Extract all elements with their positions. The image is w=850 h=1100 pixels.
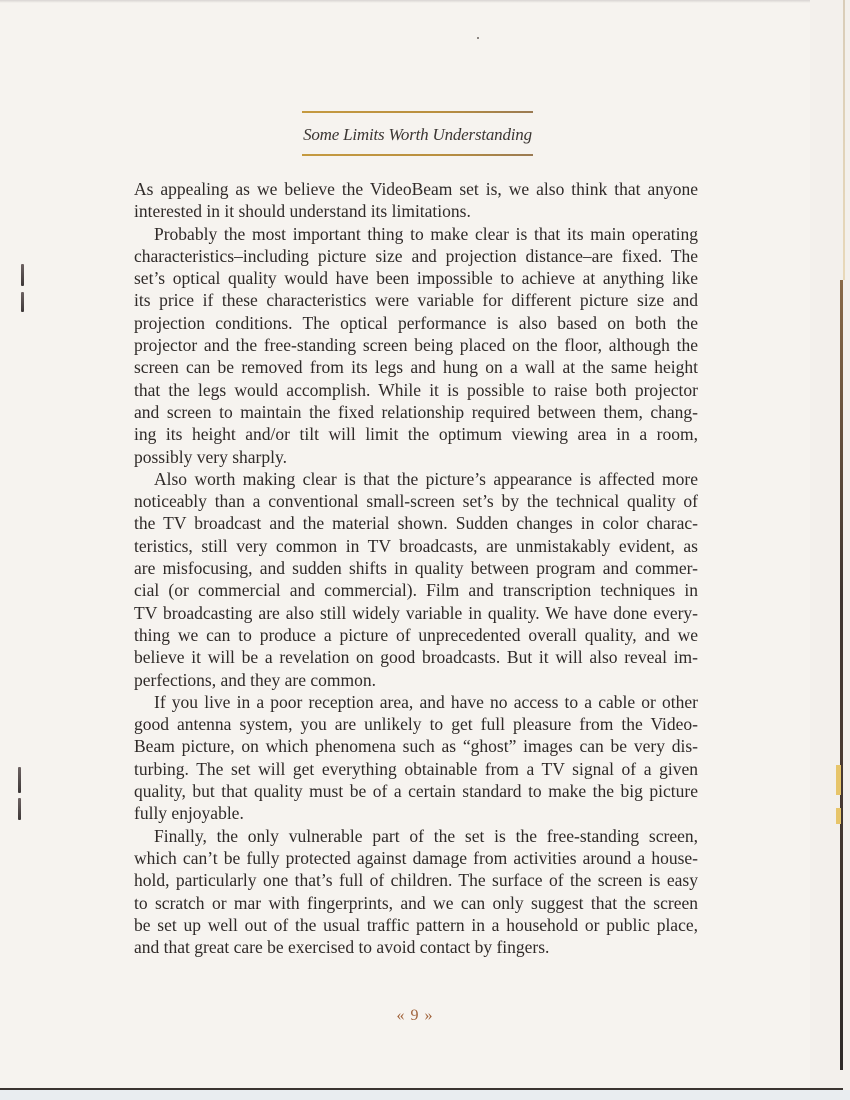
text-line: possibly very sharply.: [134, 446, 287, 467]
binding-edge-line: [840, 280, 843, 1070]
body-text: [134, 178, 698, 958]
paragraph: [134, 178, 698, 223]
text-line: and screen to maintain the fixed relationship required between them, chang-: [134, 401, 698, 422]
header-title: Some Limits Worth Understanding: [303, 125, 532, 144]
text-line: As appealing as we believe the VideoBeam set is, we also think that anyone: [134, 179, 698, 199]
text-line: turbing. The set will get everything obtainable from a TV signal of a given: [134, 758, 698, 779]
scanner-background: [0, 1090, 850, 1100]
text-line: Probably the most important thing to make clear is that its main operating: [154, 223, 698, 244]
text-line: and that great care be exercised to avoid contact by fingers.: [134, 937, 550, 958]
text-line: projection conditions. The optical performance is also based on both the: [134, 312, 698, 333]
text-line: cial (or commercial and commercial). Film and transcription techniques in: [134, 580, 698, 601]
text-line: be set up well out of the usual traffic pattern in a household or public place,: [134, 914, 698, 935]
text-line: fully enjoyable.: [134, 803, 244, 824]
text-line: which can’t be fully protected against damage from activities around a house-: [134, 847, 698, 868]
binding-mark: [18, 767, 21, 793]
binding-gold-mark: [836, 808, 841, 824]
text-line: quality, but that quality must be of a certain standard to make the big picture: [134, 781, 698, 802]
text-line: teristics, still very common in TV broadcasts, are unmistakably evident, as: [134, 535, 698, 556]
text-line: that the legs would accomplish. While it is possible to raise both projector: [134, 379, 698, 400]
text-line: Beam picture, on which phenomena such as “ghost” images can be very dis-: [134, 736, 698, 757]
page-edge-line: [843, 0, 845, 280]
text-line: are misfocusing, and sudden shifts in quality between program and commer-: [134, 558, 698, 579]
text-line: characteristics–including picture size and projection distance–are fixed. The: [134, 245, 698, 266]
binding-gold-mark: [836, 765, 841, 795]
text-line: TV broadcasting are also still widely variable in quality. We have done every-: [134, 602, 698, 623]
binding-mark: [21, 292, 24, 312]
text-line: Also worth making clear is that the picture’s appearance is affected more: [154, 468, 698, 489]
text-line: set’s optical quality would have been impossible to achieve at anything like: [134, 268, 698, 289]
binding-mark: [18, 798, 21, 820]
text-line: ing its height and/or tilt will limit the optimum viewing area in a room,: [134, 424, 698, 445]
text-line: good antenna system, you are unlikely to get full pleasure from the Video-: [134, 714, 698, 735]
text-line: its price if these characteristics were variable for different picture size and: [134, 290, 698, 311]
text-line: thing we can to produce a picture of unprecedented overall quality, and we: [134, 624, 698, 645]
text-line: Finally, the only vulnerable part of the set is the free-standing screen,: [154, 825, 698, 846]
binding-mark: [21, 264, 24, 286]
paragraph: [134, 691, 698, 825]
text-line: screen can be removed from its legs and hung on a wall at the same height: [134, 357, 698, 378]
dust-speck: [477, 37, 479, 39]
text-line: perfections, and they are common.: [134, 669, 376, 690]
text-line: hold, particularly one that’s full of children. The surface of the screen is easy: [134, 870, 698, 891]
page-number: « 9 »: [396, 1007, 434, 1024]
page-header: [302, 111, 533, 156]
text-line: the TV broadcast and the material shown. Sudden changes in color charac-: [134, 513, 698, 534]
header-rule-bottom: [302, 154, 533, 156]
text-line: interested in it should understand its limitations.: [134, 201, 471, 222]
paragraph: [134, 825, 698, 959]
text-line: If you live in a poor reception area, and have no access to a cable or other: [154, 691, 698, 712]
text-line: noticeably than a conventional small-screen set’s by the technical quality of: [134, 491, 698, 512]
text-line: believe it will be a revelation on good broadcasts. But it will also reveal im-: [134, 647, 698, 668]
scan-top-shadow: [0, 0, 850, 3]
paragraph: [134, 223, 698, 468]
paragraph: [134, 468, 698, 691]
text-line: to scratch or mar with fingerprints, and we can only suggest that the screen: [134, 892, 698, 913]
text-line: projector and the free-standing screen being placed on the floor, although the: [134, 335, 698, 356]
